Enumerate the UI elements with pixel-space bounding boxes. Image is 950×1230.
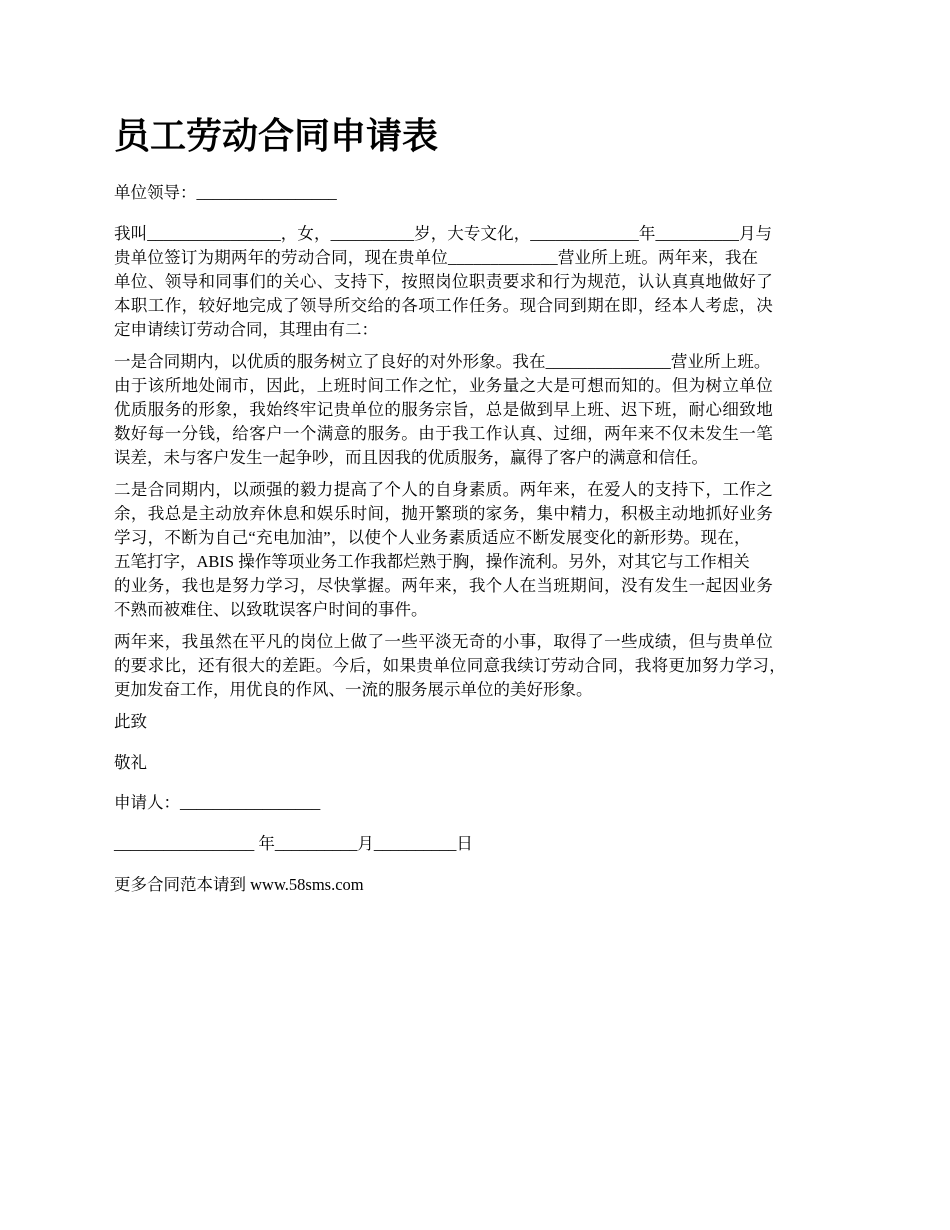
document-title: 员工劳动合同申请表 — [114, 116, 439, 156]
paragraph-3-line-2: 余，我总是主动放弃休息和娱乐时间，抛开繁琐的家务，集中精力，积极主动地抓好业务 — [114, 504, 774, 523]
paragraph-2-line-2: 由于该所地处闹市，因此，上班时间工作之忙，业务量之大是可想而知的。但为树立单位 — [114, 376, 774, 395]
paragraph-1-line-5: 定申请续订劳动合同，其理由有二： — [114, 320, 378, 339]
paragraph-3-line-5: 的业务，我也是努力学习，尽快掌握。两年来，我个人在当班期间，没有发生一起因业务 — [114, 576, 774, 595]
applicant-line: 申请人：_________________ — [114, 793, 321, 812]
paragraph-1-line-3: 单位、领导和同事们的关心、支持下，按照岗位职责要求和行为规范，认认真真地做好了 — [114, 272, 774, 291]
paragraph-3-line-6: 不熟而被难住、以致耽误客户时间的事件。 — [114, 600, 428, 619]
paragraph-3-line-3: 学习，不断为自己“充电加油”，以使个人业务素质适应不断发展变化的新形势。现在， — [114, 528, 751, 547]
paragraph-1-line-1: 我叫________________，女，__________岁，大专文化，_____________年__________月与 — [114, 224, 773, 243]
paragraph-4-line-3: 更加发奋工作，用优良的作风、一流的服务展示单位的美好形象。 — [114, 680, 593, 699]
paragraph-2-line-3: 优质服务的形象，我始终牢记贵单位的服务宗旨，总是做到早上班、迟下班，耐心细致地 — [114, 400, 774, 419]
footer-link-text: 更多合同范本请到 www.58sms.com — [114, 875, 364, 894]
paragraph-1-line-4: 本职工作，较好地完成了领导所交给的各项工作任务。现合同到期在即，经本人考虑，决 — [114, 296, 774, 315]
closing-regards: 敬礼 — [114, 753, 147, 772]
paragraph-2-line-4: 数好每一分钱，给客户一个满意的服务。由于我工作认真、过细，两年来不仅未发生一笔 — [114, 424, 774, 443]
closing-salutation: 此致 — [114, 712, 147, 731]
paragraph-4-line-1: 两年来，我虽然在平凡的岗位上做了一些平淡无奇的小事，取得了一些成绩，但与贵单位 — [114, 632, 774, 651]
paragraph-3-line-1: 二是合同期内，以顽强的毅力提高了个人的自身素质。两年来，在爱人的支持下，工作之 — [114, 480, 774, 499]
paragraph-4-line-2: 的要求比，还有很大的差距。今后，如果贵单位同意我续订劳动合同，我将更加努力学习， — [114, 656, 786, 675]
header-line: 单位领导：_________________ — [114, 183, 337, 202]
date-line: _________________ 年__________月__________日 — [114, 834, 473, 853]
paragraph-3-line-4: 五笔打字，ABIS 操作等项业务工作我都烂熟于胸，操作流利。另外，对其它与工作相关 — [114, 552, 750, 571]
paragraph-1-line-2: 贵单位签订为期两年的劳动合同，现在贵单位_____________营业所上班。两年来，我在 — [114, 248, 759, 267]
paragraph-2-line-1: 一是合同期内，以优质的服务树立了良好的对外形象。我在_______________营业所上班。 — [114, 352, 771, 371]
paragraph-2-line-5: 误差，未与客户发生一起争吵，而且因我的优质服务，赢得了客户的满意和信任。 — [114, 448, 708, 467]
